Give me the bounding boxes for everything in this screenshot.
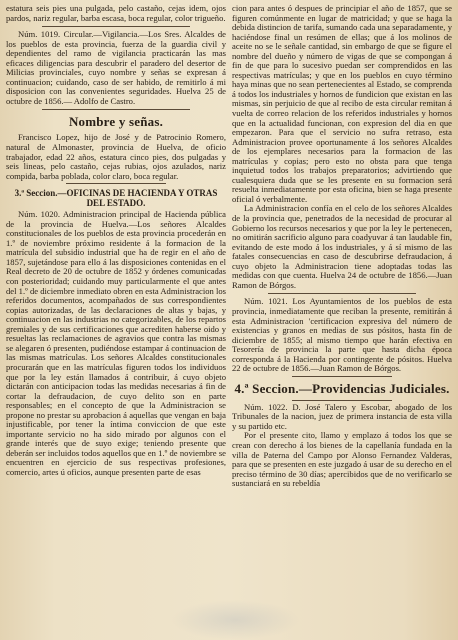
separator [292,400,392,401]
notice-1022: Núm. 1022. D. José Talero y Escobar, abogado de los Tribunales de la nacion, juez de primera instancia de esta villa y su partido etc. [232,401,452,431]
separator [42,26,190,27]
top-fragment: estatura seis pies una pulgada, pelo castaño, cejas idem, ojos pardos, nariz regular, barba escasa, boca regular, color trigueño. [6,4,226,23]
separator [268,293,416,294]
text-columns [6,4,452,640]
separator [292,376,392,377]
section-3-heading: 3.ª Seccion.—OFICINAS DE HACIENDA Y OTRAS DEL ESTADO. [14,188,218,209]
right-column [232,4,452,640]
names-text: Francisco Lopez, hijo de José y de Patrocinio Romero, natural de Almonaster, provincia de Huelva, de oficio trabajador, edad 22 años, estatura cinco pies, dos pulgadas y seis lineas, pelo castaño, cejas rubias, ojos azulados, nariz compida, barba poblada, color claro, boca regular. [6,132,226,181]
names-heading: Nombre y señas. [68,114,164,130]
section-4-heading: 4.ª Seccion.—Providencias Judiciales. [234,380,450,396]
notice-1020-continued: cion para antes ó despues de principiar el año de 1857, que se figuren comúnmente en lugar de matricidad; y que se haga la debida distincion de tarifa, sumando cada una separadamente, y haciéndose final un resúmen de ellas; que á los molinos de aceite no se le señale cantidad, sin embargo de que se figure el nombre del dueño y número de vigas de que se compongan á fin de que para lo sucesivo puedan ser comprendidos en las respectivas matrículas; y que en los pueblos en cuyo término haya minas que no sean pertenecientes al Estado, se comprenda á todos los industriales y hornos de fundicion que existan en las mismas, sin perjuicio de que al recibo de esta circular remitan á vuelta de correo relacion de los referidos industriales y hornos que en la actualidad funcionan, con expresion del dia en que empezaron. Para que el servicio no sufra retraso, esta Administracion provee oportunamente á los señores Alcaldes de los ejemplares necesarios para la formacion de las matrículas y copias; pero esto no obsta para que tenga inquietud todos los trabajos preparatorios; advirtiendo que cualesquiera duda que se les presente en su formacion será resuelta inmediatamente por esta oficina, bien se haga presente oficial ó verbalmente. [232,4,452,204]
separator [42,109,190,110]
notice-1019: Núm. 1019. Circular.—Vigilancia.—Los Sres. Alcaldes de los pueblos de esta provincia, fuerza de la guardia civil y dependientes del ramo de vigilancia practicarán las mas eficaces diligencias para descubrir el paradero del desertor de Milicias provinciales, cuyo nombre y señas se expresan á continuacion; cuidando, caso de ser habido, de remitirlo á mi disposicion con las convenientes seguridades. Huelva 25 de octubre de 1856.— Adolfo de Castro. [6,29,226,106]
notice-1020-closing: La Administracion confía en el celo de los señores Alcaldes de la provincia que, penetrados de la necesidad de procurar al Gobierno los recursos necesarios y que por la ley le pertenecen, no omitirán sacrificio alguno para coadyuvar á tan laudable fin, evitando de este modo á los industriales, y á sí mismo de las fatales consecuencias en caso de descubrirse defraudacion, á cuyo objeto la Administracion tiene adoptadas todas las medidas con que cuenta. Huelva 24 de octubre de 1856.—Juan Ramon de Bórgos. [232,203,452,290]
separator [66,183,166,184]
notice-1022-body: Por el presente cito, llamo y emplazo á todos los que se crean con derecho á los bienes de la capellanía fundada en la villa de Paterna del Campo por Alonso Fernandez Valderas, para que se presenten en este juzgado á usar de su derecho en el preciso término de 30 días; apercibidos que de no verificarlo se sustanciará en su rebeldía [232,430,452,489]
notice-1020: Núm. 1020. Administracion principal de Hacienda pública de la provincia de Huelva.—Los señores Alcaldes constitucionales de los pueblos de esta provincia procederán en 1.º de noviembre próximo residente á la formacion de la matrícula del subsidio industrial que ha de regir en el año de 1857, sujetándose para ello á las disposiciones contenidas en el Real decreto de 20 de octubre de 1852 y órdenes comunicadas con posterioridad; cuidando muy particularmente el que antes del 1.º de diciembre inmediato obren en esta Administracion los referidos documentos, acompañados de sus correspondientes copias autorizadas, de las declaraciones de altas y bajas, y continuacion en las industrias no categorizables, de los repartos gremiales y de sus certificaciones que acrediten haberse oido y resueltas las reclamaciones de agravios que contra las mismas se alegaren ó presenten, pudiéndose estampar á continuacion de las mismas matrículas. Los señores Alcaldes constitucionales procurarán que en las matrículas figuren todos los individuos que por la ley están llamados á contribuir, á cuyo objeto dictarán con anticipacion todas las medidas necesarias á fin de cortar la defraudacion, de cuyo delito son en parte responsables; en el concepto de que la Administracion se propone no prestar su aprobacion á aquellas que vengan en baja injustificable, por tener la íntima conviccion de que este importante servicio no ha sido mirado por algunos con el grande interés que de suyo exige; teniendo presente que deberán ser incluidos todos aquellos que en 1.º de noviembre se encuentren en ejercicio de sus respectivas profesiones, comercio, artes ú oficios, aunque presenten parte de esas [6,209,226,477]
notice-1021: Núm. 1021. Los Ayuntamientos de los pueblos de esta provincia, inmediatamente que reciban la presente, remitirán á esta Administracion 'certificacion expresiva del número de existencias y granos en medias de sus pósitos, hasta fin de diciembre de 1855; al mismo tiempo que harán efectiva en Tesorería de provincia la parte que hasta dicha época corresponda á la Hacienda por contingente de pósitos. Huelva 22 de octubre de 1856.—Juan Ramon de Bórgos. [232,296,452,374]
left-column [6,4,226,640]
